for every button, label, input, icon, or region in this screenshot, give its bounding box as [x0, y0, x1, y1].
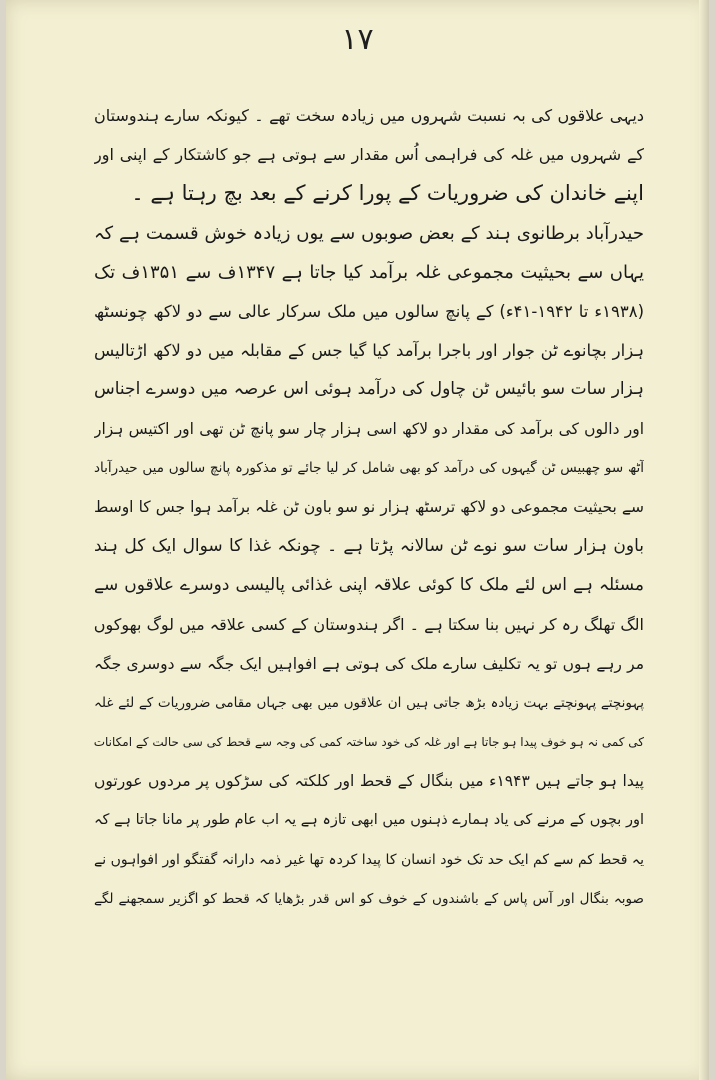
text-line: حیدرآباد برطانوی ہند کے بعض صوبوں سے یوں زیادہ خوش قسمت ہے کہ	[94, 222, 644, 244]
text-line: دیہی علاقوں کی بہ نسبت شہروں میں زیادہ سخت تھے ۔ کیونکہ سارے ہندوستان	[94, 106, 644, 125]
text-line: الگ تھلگ رہ کر نہیں بنا سکتا ہے ۔ اگر ہندوستان کے کسی علاقہ میں لوگ بھوکوں	[94, 615, 644, 635]
text-line: اور دالوں کی برآمد کی مقدار دو لاکھ اسی ہزار چار سو پانچ ٹن تھی اور اکتیس ہزار	[94, 419, 644, 438]
text-line: آٹھ سو چھبیس ٹن گیہوں کی درآمد کو بھی شامل کر لیا جائے تو مذکورہ پانچ سالوں میں حیدرآباد	[94, 459, 644, 476]
text-line: اپنے خاندان کی ضروریات کے پورا کرنے کے بعد بچ رہتا ہے ۔	[131, 181, 644, 206]
text-line: اور بچوں کے مرنے کی یاد ہمارے ذہنوں میں ابھی تازہ ہے یہ اب عام طور پر مانا جاتا ہے کہ	[94, 812, 644, 829]
text-line: یہ قحط کم سے کم ایک حد تک خود انسان کا پیدا کردہ تھا غیر ذمہ دارانہ گفتگو اور افواہوں نے	[94, 851, 644, 868]
text-line: مر رہے ہوں تو یہ تکلیف سارے ملک کی ہوتی ہے افواہیں ایک جگہ سے دوسری جگہ	[94, 654, 644, 673]
text-line: باون ہزار سات سو نوے ٹن سالانہ پڑتا ہے ۔ چونکہ غذا کا سوال ایک کل ہند	[94, 536, 644, 557]
page-number: ۱۷	[341, 22, 374, 57]
text-line: کے شہروں میں غلہ کی فراہمی اُس مقدار سے ہوتی ہے جو کاشتکار کے اپنی اور	[94, 145, 644, 165]
page-edge-shadow	[699, 0, 709, 1080]
text-line: صوبہ بنگال اور آس پاس کے باشندوں کے خوف کو اس قدر بڑھایا کہ قحط کو اگزیر سمجھنے لگے	[94, 890, 644, 907]
text-line: سے بحیثیت مجموعی دو لاکھ ترسٹھ ہزار نو سو باون ٹن غلہ برآمد ہوا جس کا اوسط	[94, 497, 644, 516]
text-line: ہزار سات سو بائیس ٹن چاول کی درآمد ہوئی اس عرصہ میں دوسرے اجناس	[94, 379, 644, 400]
text-line: پہونچتے پہونچتے بہت زیادہ بڑھ جاتی ہیں ان علاقوں میں بھی جہاں مقامی ضروریات کے لئے غلہ	[94, 694, 644, 711]
text-line: پیدا ہو جاتے ہیں ۱۹۴۳ء میں بنگال کے قحط اور کلکتہ کی سڑکوں پر مردوں عورتوں	[94, 772, 644, 791]
text-line: مسئلہ ہے اس لئے ملک کا کوئی علاقہ اپنی غذائی پالیسی دوسرے علاقوں سے	[94, 575, 644, 596]
text-line: (۱۹۳۸ء تا ۱۹۴۲-۴۱ء) کے پانچ سالوں میں ملک سرکار عالی سے دو لاکھ چونسٹھ	[94, 301, 644, 321]
text-line: یہاں سے بحیثیت مجموعی غلہ برآمد کیا جاتا ہے ۱۳۴۷ف سے ۱۳۵۱ف تک	[94, 261, 644, 283]
text-line: کی کمی نہ ہو خوف پیدا ہو جاتا ہے اور غلہ کی خود ساختہ کمی کی وجہ سے قحط کی سی حالت کے امکانات	[94, 735, 644, 749]
book-page	[6, 0, 709, 1080]
page-body-text	[94, 96, 644, 919]
text-line: ہزار بچانوے ٹن جوار اور باجرا برآمد کیا گیا جس کے مقابلہ میں دو لاکھ اڑتالیس	[94, 341, 644, 361]
